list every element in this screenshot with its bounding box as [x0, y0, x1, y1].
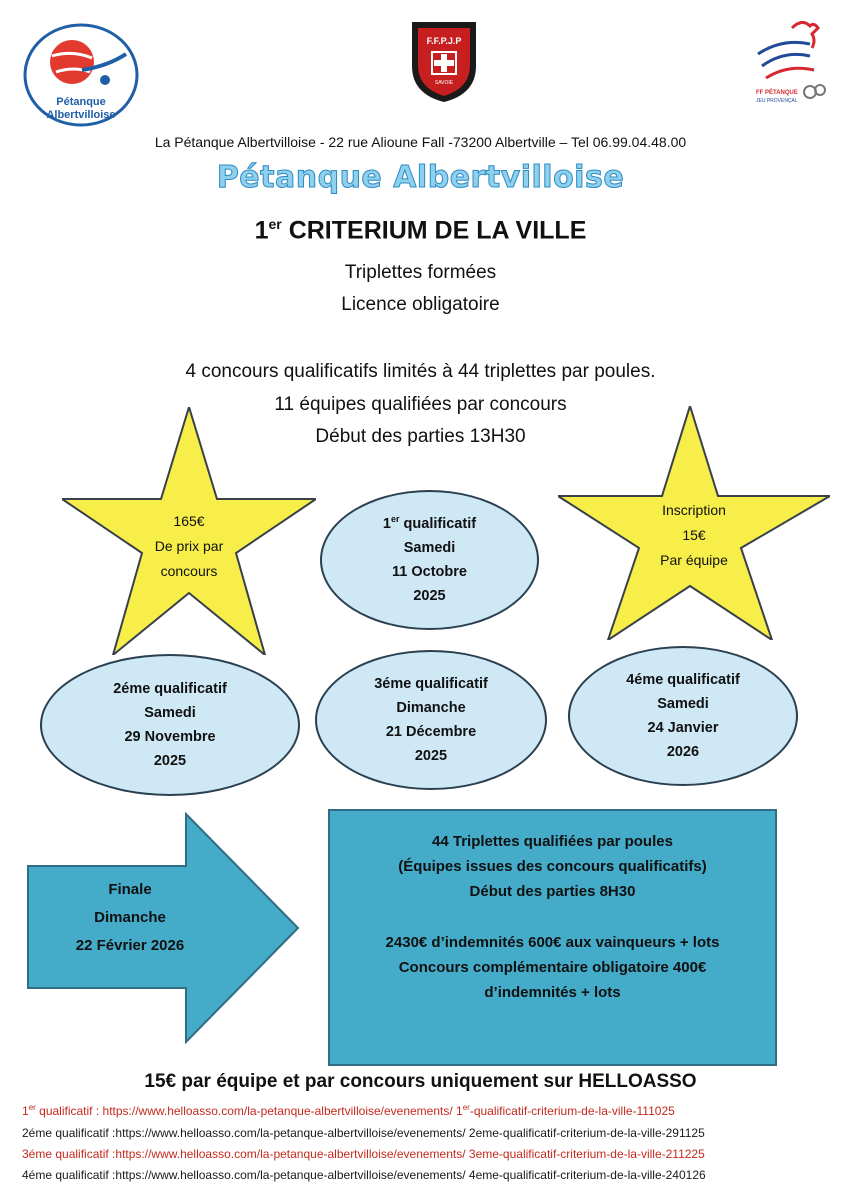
page-title: Pétanque Albertvilloise [216, 160, 625, 195]
link-3-url[interactable]: https://www.helloasso.com/la-petanque-albertvilloise/evenements/ 3eme-qualificatif-criterium-de-la-ville-211225 [115, 1147, 705, 1161]
logo-mid-sub: SAVOIE [434, 80, 454, 86]
petanque-albertvilloise-logo [22, 22, 140, 128]
finale-line2: Dimanche [94, 909, 166, 926]
logo-right-line1: FF PÉTANQUE [756, 90, 798, 96]
link-3-label: 3éme qualificatif : [22, 1147, 116, 1161]
final-box-line6: d’indemnités + lots [484, 984, 621, 1001]
criterium-number: 1 [254, 216, 269, 245]
licence-line: Licence obligatoire [341, 294, 500, 315]
qualifier-4-year: 2026 [666, 744, 700, 760]
final-box-line1: 44 Triplettes qualifiées par poules [432, 833, 673, 850]
link-qualifier-4[interactable] [22, 1168, 841, 1182]
link-qualifier-2[interactable] [22, 1126, 841, 1140]
final-box-line4: 2430€ d’indemnités 600€ aux vainqueurs + lots [385, 934, 720, 951]
star-right-line1: Inscription [662, 502, 726, 518]
star-left-line1: 165€ [173, 513, 205, 529]
star-left-line2: De prix par [154, 538, 224, 554]
link-1-url[interactable]: https://www.helloasso.com/la-petanque-albertvilloise/evenements/ 1er-qualificatif-criterium-de-la-ville-111025 [102, 1103, 675, 1118]
link-qualifier-1[interactable]: 1er qualificatif : https://www.helloasso.com/la-petanque-albertvilloise/evenements/ 1er-qualificatif-criterium-de-la-ville-111025 [22, 1103, 675, 1118]
registration-star [558, 406, 830, 640]
ff-petanque-rooster-logo [752, 14, 828, 110]
link-2-label: 2éme qualificatif : [22, 1126, 116, 1140]
criterium-sup: er [268, 216, 282, 232]
logo-right-line2: JEU PROVENÇAL [756, 98, 798, 104]
star-right-line2: 15€ [682, 527, 706, 543]
qualifier-4-day: Samedi [657, 696, 709, 712]
criterium-heading [0, 216, 841, 245]
qualifier-4-title: 4éme qualificatif [626, 672, 740, 688]
qualifier-1-date: 11 Octobre [392, 564, 467, 580]
criterium-text: CRITERIUM DE LA VILLE [281, 216, 587, 245]
qualifier-3-year: 2025 [414, 748, 448, 764]
link-4-label: 4éme qualificatif : [22, 1168, 116, 1182]
logo-left-line2: Albertvilloise [46, 109, 116, 121]
qualifier-1-year: 2025 [413, 588, 446, 604]
qualifier-3-ellipse [315, 650, 547, 790]
info-line-1: 4 concours qualificatifs limités à 44 triplettes par poules. [185, 361, 656, 382]
link-4-url[interactable]: https://www.helloasso.com/la-petanque-albertvilloise/evenements/ 4eme-qualificatif-criterium-de-la-ville-240126 [115, 1168, 706, 1182]
link-2-url[interactable]: https://www.helloasso.com/la-petanque-albertvilloise/evenements/ 2eme-qualificatif-criterium-de-la-ville-291125 [115, 1126, 705, 1140]
qualifier-2-date: 29 Novembre [124, 729, 216, 745]
qualifier-2-ellipse [40, 654, 300, 796]
finale-line1: Finale [108, 881, 152, 898]
helloasso-heading: 15€ par équipe et par concours uniquement sur HELLOASSO [144, 1071, 697, 1092]
qualifier-4-date: 24 Janvier [647, 720, 719, 736]
ffpjp-savoie-shield-logo [406, 18, 482, 104]
qualifier-3-title: 3éme qualificatif [374, 676, 488, 692]
qualifier-2-year: 2025 [153, 753, 187, 769]
info-line-3: Début des parties 13H30 [315, 426, 526, 447]
final-box-line2: (Équipes issues des concours qualificatifs) [398, 858, 707, 875]
star-right-line3: Par équipe [660, 552, 728, 568]
qualifier-2-title: 2éme qualificatif [113, 681, 227, 697]
final-box-line3: Début des parties 8H30 [469, 883, 636, 900]
finale-info-box [328, 809, 777, 1066]
final-box-line5: Concours complémentaire obligatoire 400€ [398, 959, 707, 976]
finale-text [40, 876, 220, 960]
qualifier-2-day: Samedi [144, 705, 196, 721]
address-line: La Pétanque Albertvilloise - 22 rue Alioune Fall -73200 Albertville – Tel 06.99.04.48.00 [154, 134, 687, 150]
qualifier-4-ellipse [568, 646, 798, 786]
qualifier-1-ellipse [320, 490, 539, 630]
qualifier-1-day: Samedi [403, 540, 456, 556]
finale-line3: 22 Février 2026 [75, 937, 185, 954]
link-qualifier-3[interactable] [22, 1147, 841, 1161]
qualifier-3-date: 21 Décembre [385, 724, 477, 740]
logo-left-line1: Pétanque [56, 96, 106, 108]
qualifier-1-title: 1er qualificatif [382, 514, 477, 532]
info-line-2: 11 équipes qualifiées par concours [274, 394, 567, 415]
star-left-line3: concours [160, 563, 218, 579]
qualifier-3-day: Dimanche [396, 700, 466, 716]
logo-mid-text: F.F.P.J.P [426, 36, 462, 46]
prize-star [62, 407, 316, 655]
triplettes-line: Triplettes formées [344, 262, 497, 283]
